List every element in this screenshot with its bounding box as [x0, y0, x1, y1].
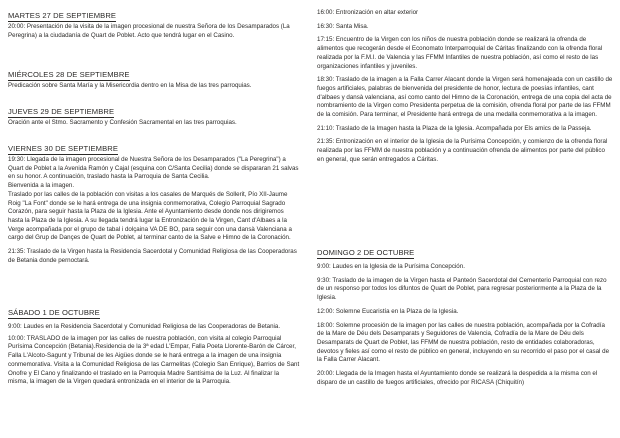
schedule-entry: 10:00: TRASLADO de la imagen por las calles de nuestra población, con visita al colegio Parroquial Purísima Concepción (Betania).Residencia de la 3ª edad L'Empar, Falla Poeta Llorente-Barón de Cárcer, Falla L'Alcoto-Sagunt y Tribunal de les Aigües donde se le hará entrega a la imagen de una insignia conmemorativa. Visita a la Comunidad Religiosa de las Carmelitas (Colegio San Enrique), Barrios de Sant Onofre y El Cano y finalizando el traslado en la Parroquia Madre Santísima de la Luz. Al finalizar la misma, la imagen de la Virgen quedará entronizada en el interior de la Parroquia. — [8, 334, 300, 386]
schedule-entry: 9:00: Laudes en la Iglesia de la Purísima Concepción. — [317, 263, 465, 270]
section-continuation — [317, 9, 613, 165]
day-heading: SÁBADO 1 DE OCTUBRE — [8, 308, 100, 317]
schedule-entry: 9:30: Traslado de la imagen de la Virgen hasta el Panteón Sacerdotal del Cementerio Parroquial con rezo de un responso por todos los difuntos de Quart de Poblet, para regresar posteriormente a la Plaza de la Iglesia. — [317, 276, 607, 302]
section-martes — [8, 5, 300, 40]
schedule-entry: 21:35: Traslado de la Virgen hasta la Residencia Sacerdotal y Comunidad Religiosa de las Cooperadoras de Betania donde pernoctará. — [8, 248, 297, 264]
section-viernes — [8, 138, 300, 265]
schedule-entry: Oración ante el Stmo. Sacramento y Confesión Sacramental en las tres parroquias. — [8, 119, 237, 126]
schedule-entry: 21:10: Traslado de la Imagen hasta la Plaza de la Iglesia. Acompañada por Els amics de la Passeja. — [317, 124, 592, 132]
schedule-entry: 12:00: Solemne Eucaristía en la Plaza de la Iglesia. — [317, 307, 459, 315]
schedule-entry: 16:30: Santa Misa. — [317, 22, 369, 30]
day-heading: VIERNES 30 DE SEPTIEMBRE — [8, 144, 119, 153]
section-sabado — [8, 302, 300, 387]
schedule-entry: 21:35: Entronización en el interior de la Iglesia de la Purísima Concepción, y comienzo de la ofrenda floral realizada por las FFMM de nuestra población y a continuación ofrenda de alimentos por parte del público en general, que serán entregados a Cáritas. — [317, 138, 608, 163]
section-miercoles — [8, 64, 300, 91]
schedule-entry: 20:00: Llegada de la Imagen hasta el Ayuntamiento donde se realizará la despedida a la misma con el disparo de un castillo de fuegos artificiales, ofrecido por RICASA (Chiquitín) — [317, 370, 598, 386]
schedule-entry: 16:00: Entronización en altar exterior — [317, 9, 419, 16]
schedule-entry: Traslado por las calles de la población con visitas a los casales de Marqués de Sollerit, Pío XII-Jaume Roig "La Font" donde se le hará entrega de una insignia conmemorativa, Colegio Parroquial Sagrado Corazón, para seguir hasta la Plaza de la Iglesia. Ante el Ayuntamiento desde donde nos dirigiremos hasta la Plaza de la Iglesia. A su llegada tendrá lugar la Entronización de la Virgen, Cant d'Albaes a la Verge acompañada por el grupo de tabal i dolçaina VA DE BO, para seguir con una dansà Valenciana a cargo del Grup de Dançes de Quart de Poblet, al terminar canto de la Salve e Himno de la Coronación. — [8, 190, 292, 242]
schedule-entry: Bienvenida a la imagen. — [8, 182, 75, 190]
schedule-entry: 17:15: Encuentro de la Virgen con los niños de nuestra población donde se realizará la ofrenda de alimentos que recogerán desde el Economato Interparroquial de Cáritas finalizando con la ofrenda floral realizada por la F.M.I. de Valencia y las FFMM Infantiles de nuestra población, así como el resto de las organizaciones infantiles y juveniles. — [317, 36, 603, 70]
section-domingo — [317, 242, 613, 387]
schedule-entry: 9:00: Laudes en la Residencia Sacerdotal y Comunidad Religiosa de las Cooperadoras de Betania. — [8, 323, 281, 330]
day-heading: MARTES 27 DE SEPTIEMBRE — [8, 11, 117, 20]
schedule-entry: 18:00: Solemne procesión de la imagen por las calles de nuestra población, acompañada por la Cofradía de la Mare de Déu dels Desamparats y Seguidores de Valencia, Cofradía de la Mare de Déu dels Desamparats de Quart de Poblet, las FFMM de nuestra población, resto de entidades colaboradoras, devotos y fieles así como el resto de público en general, incluyendo en su recorrido el paso por el casal de la Falla Carrer Alacant. — [317, 321, 610, 364]
day-heading: JUEVES 29 DE SEPTIEMBRE — [8, 107, 115, 116]
day-heading: DOMINGO 2 DE OCTUBRE — [317, 248, 415, 257]
section-jueves — [8, 101, 300, 128]
schedule-entry: 18:30: Traslado de la imagen a la Falla Carrer Alacant donde la Virgen será homenajeada con un castillo de fuegos artificiales, palabras de bienvenida del presidente de honor, lectura de poesías infantiles, cant d'albaes y dansà valenciana, así como canto del Himno de la Coronación, entrega de una copia del acta de nombramiento de la Virgen como Presidenta perpetua de la comisión, ofrenda floral por parte de las FFMM de la comisión. Para terminar, el Presidente hará entrega de una medalla conmemorativa a la imagen. — [317, 76, 613, 119]
day-heading: MIÉRCOLES 28 DE SEPTIEMBRE — [8, 70, 130, 79]
schedule-entry: 20:00: Presentación de la visita de la imagen procesional de nuestra Señora de los Desamparados (La Peregrina) a la ciudadanía de Quart de Poblet. Acto que tendrá lugar en el Casino. — [8, 23, 290, 39]
schedule-entry: Predicación sobre Santa María y la Misericordia dentro en la Misa de las tres parroquias. — [8, 82, 252, 89]
schedule-entry: 19:30: Llegada de la imagen procesional de Nuestra Señora de los Desamparados ("La Peregrina") a Quart de Poblet a la Avenida Ramón y Cajal (esquina con C/Santa Cecilia) donde se dispararan 21 salvas en su honor. A continuación, traslado hasta la Parroquia de Santa Cecilia. — [8, 156, 299, 181]
